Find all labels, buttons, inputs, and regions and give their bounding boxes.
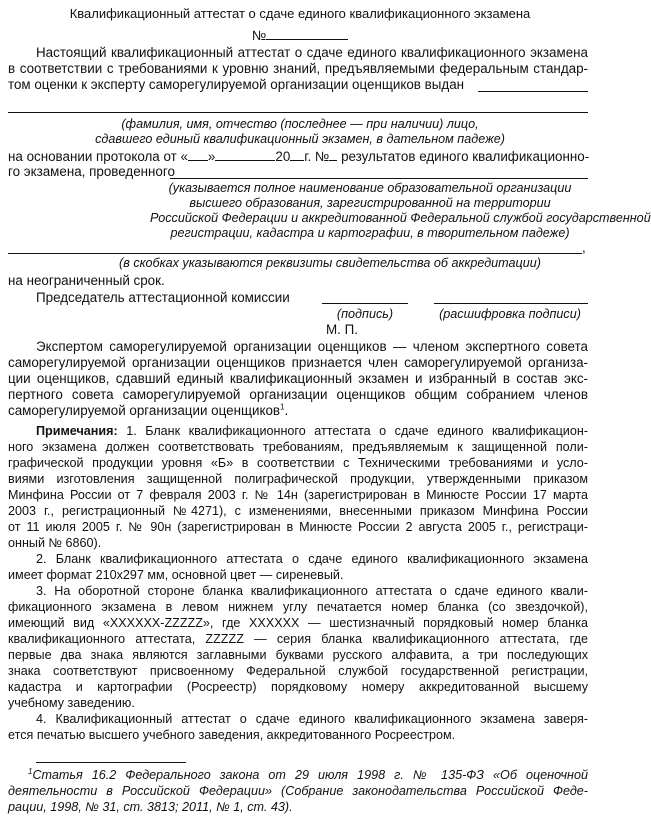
note3-line-3: имеющий вид «XXXXXX-ZZZZZ», где XXXXXX — шестизначный порядковый номер бланка (8, 616, 588, 630)
accreditation-blank (8, 253, 582, 254)
intro-line-1: Настоящий квалификационный аттестат о сдаче единого квалификационного экзамена (36, 45, 588, 60)
decode-blank (434, 303, 588, 304)
expert-line-5: саморегулируемой организации оценщиков$^1$. (8, 402, 289, 418)
note3-line-8: учебному заведению. (8, 696, 135, 710)
stamp-place: М. П. (326, 322, 358, 337)
note2-line-2: имеет формат 210х297 мм, основной цвет — сиреневый. (8, 568, 344, 582)
signature-blank (322, 303, 408, 304)
note4-line-2: ется печатью высшего учебного заведения, аккредитованного Росреестром. (8, 728, 456, 742)
expert-line-3: ции оценщиков, сдавший единый квалификационный экзамен и избранный в состав экс- (8, 371, 588, 386)
recipient-blank-2 (8, 112, 588, 113)
expert-line-2: саморегулируемой организации оценщиков признается член саморегулируемой организа- (8, 355, 588, 370)
certificate-number-field (252, 27, 600, 44)
decode-note: (расшифровка подписи) (439, 307, 581, 321)
note1-line-5: Минфина России от 7 февраля 2003 г. № 14н (зарегистрирован в Минюсте России 17 марта (8, 488, 588, 502)
note1-line-6: 2003 г., регистрационный №4271), с изменениями, внесенными приказом Минфина России (8, 504, 588, 518)
footnote-separator (36, 762, 186, 763)
org-note-line-4: регистрации, кадастра и картографии, в творительном падеже) (170, 226, 570, 240)
footnote-line-3: рации, 1998, № 31, ст. 3813; 2011, № 1, ст. 43). (8, 800, 293, 814)
term-text: на неограниченный срок. (8, 273, 165, 288)
notes-label: Примечания: (36, 424, 118, 438)
chair-label: Председатель аттестационной комиссии (36, 290, 290, 305)
note1-line-1: Примечания: 1. Бланк квалификационного аттестата о сдаче единого квалификацион- (36, 424, 588, 438)
note3-line-5: первые два знака являются заглавными буквами русского алфавита, а три последующих (8, 648, 588, 662)
note3-line-4: квалификационного аттестата, ZZZZZ — серия бланка квалификационного аттестата, где (8, 632, 588, 646)
intro-line-2: в соответствии с требованиями к уровню знаний, предъявляемыми федеральным стандар- (8, 61, 588, 76)
note1-line-8: онный № 6860). (8, 536, 102, 550)
note1-line-4: виями изготовления защищенной полиграфической продукции, утвержденными приказом (8, 472, 588, 486)
intro-line-3: том оценки к эксперту саморегулируемой организации оценщиков выдан (8, 77, 465, 92)
note1-line-2: ного экзамена должен соответствовать требованиям, предъявляемым к защищенной поли- (8, 440, 588, 454)
note3-line-7: кадастра и картографии (Росреестр) порядковому номеру аккредитованной высшему (8, 680, 588, 694)
recipient-blank-1 (478, 91, 588, 92)
name-note-line-1: (фамилия, имя, отчество (последнее — при наличии) лицо, (121, 117, 479, 131)
organization-blank-1 (170, 178, 588, 179)
footnote-line-2: деятельности в Российской Федерации» (Собрание законодательства Российской Феде- (8, 784, 588, 798)
line-comma: , (582, 240, 586, 255)
note4-line-1: 4. Квалификационный аттестат о сдаче единого квалификационного экзамена заверя- (36, 712, 588, 726)
org-note-line-3: Российской Федерации и аккредитованной Федеральной службой государственной (150, 211, 651, 225)
note3-line-1: 3. На оборотной стороне бланка квалификационного аттестата о сдаче единого квали- (36, 584, 588, 598)
signature-note: (подпись) (336, 307, 394, 321)
expert-line-1: Экспертом саморегулируемой организации оценщиков — членом экспертного совета (36, 339, 588, 354)
protocol-line: на основании протокола от « » 20 г. № результатов единого квалификационно- (8, 149, 590, 164)
document-title: Квалификационный аттестат о сдаче единого квалификационного экзамена (69, 6, 531, 21)
accreditation-note: (в скобках указываются реквизиты свидетельства об аккредитации) (119, 256, 541, 270)
note1-line-3: графической продукции уровня «Б» в соответствии с Техническими требованиями и усло- (8, 456, 588, 470)
org-note-line-1: (указывается полное наименование образовательной организации (168, 181, 572, 195)
note2-line-1: 2. Бланк квалификационного аттестата о сдаче единого квалификационного экзамена (36, 552, 588, 566)
number-blank (266, 27, 348, 40)
footnote-mark: 1 (28, 766, 33, 776)
footnote-line-1: $^1$Статья 16.2 Федерального закона от 29 июля 1998 г. № 135-ФЗ «Об оценочной (28, 766, 588, 782)
note3-line-6: знака соответствуют присвоенному Федеральной службой государственной регистрации, (8, 664, 588, 678)
number-label: № (252, 28, 267, 43)
expert-line-4: пертного совета саморегулируемой организации оценщиков общим собранием членов (8, 387, 588, 402)
name-note-line-2: сдавшего единый квалификационный экзамен, в дательном падеже) (95, 132, 505, 146)
footnote-ref: 1 (280, 402, 285, 412)
note1-line-7: от 11 июля 2005 г. № 90н (зарегистрирован в Минюсте России 2 августа 2005 г., регистраци- (8, 520, 588, 534)
protocol-line-2: го экзамена, проведенного (8, 164, 175, 179)
org-note-line-2: высшего образования, зарегистрированной на территории (189, 196, 551, 210)
note3-line-2: фикационного экзамена в левом нижнем углу печатается номер бланка (со звездочкой), (8, 600, 588, 614)
